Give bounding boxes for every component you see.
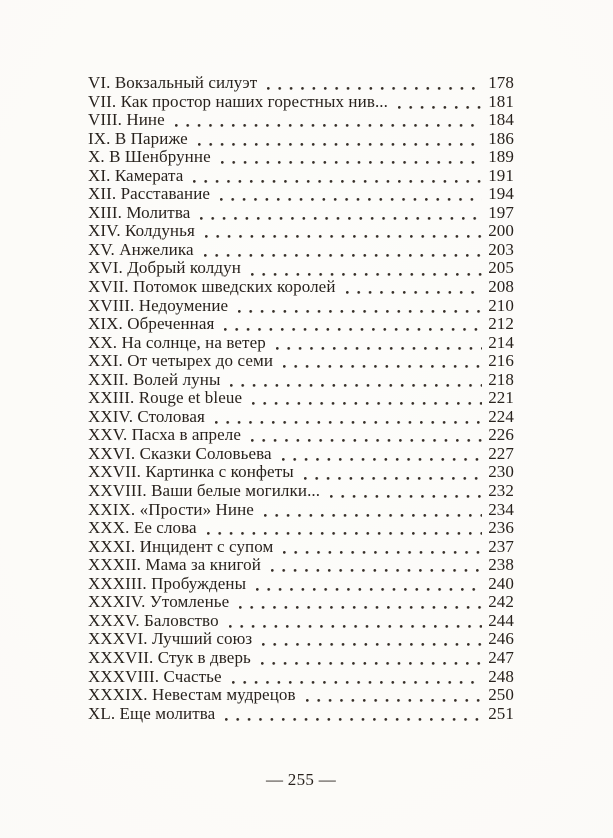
dot-leader: [203, 222, 482, 241]
toc-entry: [88, 204, 514, 223]
toc-entry-title: XXXVII. Стук в дверь: [88, 647, 251, 667]
dot-leader: [344, 278, 483, 297]
toc-entry: [88, 630, 514, 649]
toc-entry-title: XXXIII. Пробуждены: [88, 573, 247, 593]
toc-entry-page-ref: 232: [488, 481, 514, 501]
dot-leader: [280, 445, 483, 464]
dot-leader: [274, 334, 482, 353]
toc-entry-title: XXI. От четырех до семи: [88, 351, 274, 371]
toc-entry: [88, 278, 514, 297]
toc-entry: [88, 297, 514, 316]
toc-entry: [88, 463, 514, 482]
dot-leader: [198, 204, 482, 223]
dot-leader: [219, 148, 482, 167]
toc-entry-page-ref: 194: [488, 184, 514, 204]
toc-entry: [88, 426, 514, 445]
dot-leader: [328, 482, 482, 501]
toc-entry: [88, 315, 514, 334]
toc-entry: [88, 445, 514, 464]
dot-leader: [230, 668, 483, 687]
toc-entry-page-ref: 218: [488, 369, 514, 389]
toc-entry-page-ref: 216: [488, 351, 514, 371]
toc-entry: [88, 668, 514, 687]
dot-leader: [236, 297, 482, 316]
toc-entry: [88, 167, 514, 186]
toc-entry: [88, 389, 514, 408]
dot-leader: [222, 315, 482, 334]
toc-entry-page-ref: 203: [488, 239, 514, 259]
toc-entry-page-ref: 191: [488, 165, 514, 185]
toc-entry-title: XXXVIII. Счастье: [88, 666, 222, 686]
dot-leader: [281, 352, 482, 371]
dot-leader: [237, 593, 482, 612]
toc-entry: [88, 222, 514, 241]
toc-entry-title: IX. В Париже: [88, 128, 188, 148]
toc-entry-page-ref: 186: [488, 128, 514, 148]
toc-entry-title: XXXI. Инцидент с супом: [88, 536, 274, 556]
toc-entry-page-ref: 251: [488, 703, 514, 723]
toc-entry-title: XIII. Молитва: [88, 202, 191, 222]
toc-entry-title: XXV. Пасха в апреле: [88, 425, 242, 445]
toc-entry-page-ref: 237: [488, 536, 514, 556]
toc-entry-title: XI. Камерата: [88, 165, 184, 185]
toc-entry-page-ref: 247: [488, 647, 514, 667]
toc-entry: [88, 111, 514, 130]
dot-leader: [228, 371, 482, 390]
toc-entry-title: XXIII. Rouge et bleue: [88, 388, 243, 408]
dot-leader: [396, 93, 482, 112]
toc-entry-page-ref: 240: [488, 573, 514, 593]
toc-entry-title: XXIX. «Прости» Нине: [88, 499, 254, 519]
toc-entry-title: VI. Вокзальный силуэт: [88, 73, 258, 92]
toc-entry-title: XXVIII. Ваши белые могилки...: [88, 481, 321, 501]
toc-entry-title: XV. Анжелика: [88, 239, 194, 259]
dot-leader: [249, 259, 482, 278]
toc-entry-title: XXVI. Сказки Соловьева: [88, 443, 272, 463]
toc-entry-title: VIII. Нине: [88, 110, 165, 130]
toc-entry: [88, 408, 514, 427]
dot-leader: [213, 408, 482, 427]
toc-entry-page-ref: 208: [488, 277, 514, 297]
toc-entry-page-ref: 234: [488, 499, 514, 519]
toc-entry-title: XXXV. Баловство: [88, 610, 219, 630]
toc-entry-title: XIV. Колдунья: [88, 221, 195, 241]
dot-leader: [262, 501, 482, 520]
toc-entry: [88, 259, 514, 278]
toc-entry-page-ref: 238: [488, 555, 514, 575]
toc-entry: [88, 371, 514, 390]
dot-leader: [191, 167, 482, 186]
toc-entry: [88, 705, 514, 724]
toc-entry: [88, 148, 514, 167]
page-number-footer: — 255 —: [265, 770, 337, 790]
toc-entry-page-ref: 189: [488, 147, 514, 167]
toc-entry-title: XXIV. Столовая: [88, 406, 205, 426]
toc-entry-page-ref: 248: [488, 666, 514, 686]
toc-entry-page-ref: 205: [488, 258, 514, 278]
toc-entry: [88, 556, 514, 575]
toc-entry-title: XXXIX. Невестам мудрецов: [88, 685, 296, 705]
toc-entry-page-ref: 230: [488, 462, 514, 482]
dot-leader: [227, 612, 483, 631]
dot-leader: [304, 686, 483, 705]
toc-entry-page-ref: 197: [488, 202, 514, 222]
toc-entry-page-ref: 184: [488, 110, 514, 130]
toc-entry-title: XXVII. Картинка с конфеты: [88, 462, 294, 482]
toc-entry-page-ref: 200: [488, 221, 514, 241]
toc-entry-page-ref: 226: [488, 425, 514, 445]
dot-leader: [260, 630, 482, 649]
dot-leader: [259, 649, 482, 668]
toc-entry-title: XXXIV. Утомленье: [88, 592, 230, 612]
toc-entry-page-ref: 246: [488, 629, 514, 649]
toc-entry-title: XVIII. Недоумение: [88, 295, 229, 315]
toc-entry: [88, 352, 514, 371]
dot-leader: [196, 130, 482, 149]
toc-entry: [88, 482, 514, 501]
toc-entry-page-ref: 178: [488, 73, 514, 92]
toc-entry: [88, 519, 514, 538]
toc-entry-title: XII. Расставание: [88, 184, 211, 204]
toc-entry-page-ref: 214: [488, 332, 514, 352]
toc-entry-title: VII. Как простор наших горестных нив...: [88, 91, 389, 111]
dot-leader: [302, 463, 482, 482]
toc-entry: [88, 593, 514, 612]
toc-entry: [88, 185, 514, 204]
toc-entry-title: XX. На солнце, на ветер: [88, 332, 266, 352]
toc-entry-title: XXX. Ее слова: [88, 518, 197, 538]
dot-leader: [205, 519, 483, 538]
toc-entry: [88, 74, 514, 93]
dot-leader: [173, 111, 482, 130]
toc-entry-page-ref: 210: [488, 295, 514, 315]
toc-entry-title: XL. Еще молитва: [88, 703, 216, 723]
toc-entry-title: XXXII. Мама за книгой: [88, 555, 261, 575]
toc-entry: [88, 612, 514, 631]
toc-entry-page-ref: 227: [488, 443, 514, 463]
toc-entry-page-ref: 236: [488, 518, 514, 538]
toc-entry: [88, 334, 514, 353]
toc-entry-page-ref: 244: [488, 610, 514, 630]
dot-leader: [223, 705, 482, 724]
toc-entry-title: XVII. Потомок шведских королей: [88, 277, 336, 297]
dot-leader: [249, 426, 482, 445]
toc-entry-title: XIX. Обреченная: [88, 314, 215, 334]
toc-entry-title: XXII. Волей луны: [88, 369, 221, 389]
toc-list: [88, 74, 514, 723]
dot-leader: [202, 241, 483, 260]
toc-entry-title: XXXVI. Лучший союз: [88, 629, 253, 649]
toc-entry: [88, 241, 514, 260]
dot-leader: [250, 389, 482, 408]
dot-leader: [254, 575, 482, 594]
toc-entry: [88, 93, 514, 112]
toc-entry-page-ref: 181: [488, 91, 514, 111]
table-of-contents: [88, 74, 514, 790]
toc-entry-title: X. В Шенбрунне: [88, 147, 211, 167]
dot-leader: [218, 185, 482, 204]
toc-entry-page-ref: 221: [488, 388, 514, 408]
toc-entry: [88, 575, 514, 594]
toc-entry-page-ref: 250: [488, 685, 514, 705]
toc-entry-title: XVI. Добрый колдун: [88, 258, 241, 278]
toc-entry: [88, 130, 514, 149]
toc-entry: [88, 538, 514, 557]
dot-leader: [281, 538, 482, 557]
dot-leader: [265, 74, 482, 93]
dot-leader: [269, 556, 482, 575]
toc-entry-page-ref: 242: [488, 592, 514, 612]
toc-entry: [88, 686, 514, 705]
toc-entry-page-ref: 224: [488, 406, 514, 426]
toc-entry: [88, 649, 514, 668]
toc-entry-page-ref: 212: [488, 314, 514, 334]
toc-entry: [88, 501, 514, 520]
